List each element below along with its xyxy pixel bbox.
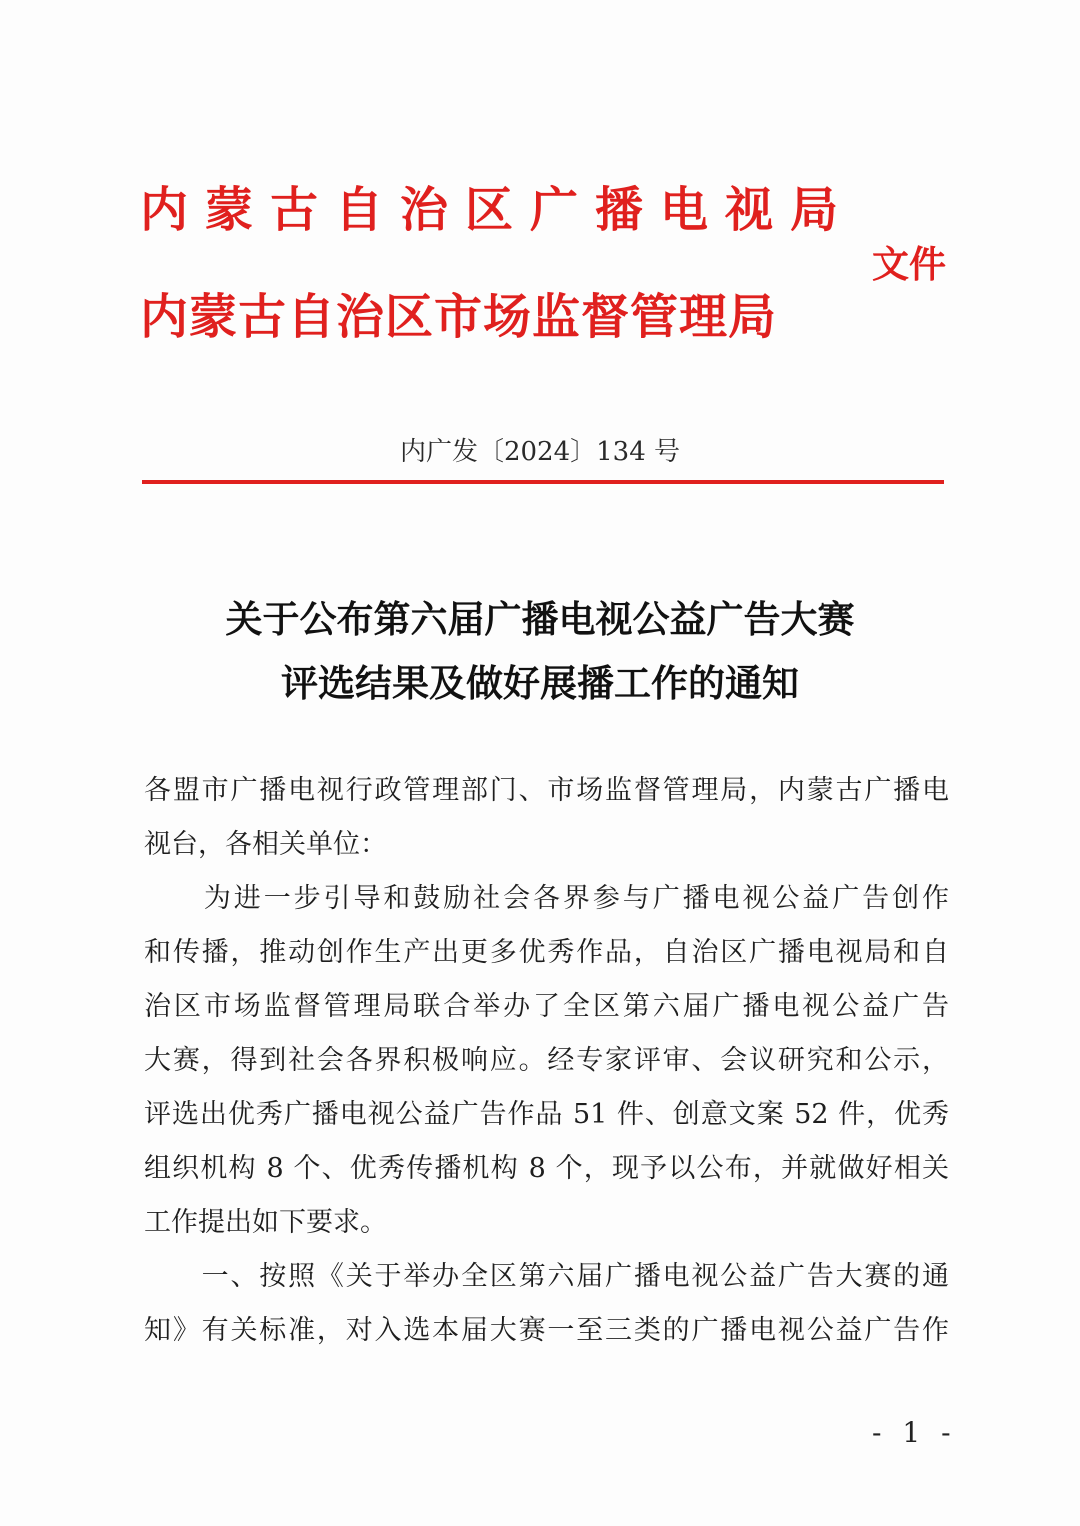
body-line: 工作提出如下要求。 bbox=[144, 1207, 387, 1238]
document-number: 内广发〔2024〕134 号 bbox=[399, 437, 681, 467]
body-line: 视台，各相关单位： bbox=[144, 829, 387, 860]
notice-title-line-1: 关于公布第六届广播电视公益广告大赛 bbox=[225, 597, 855, 641]
notice-title-line-2: 评选结果及做好展播工作的通知 bbox=[281, 661, 799, 705]
issuer-market-regulation-bureau: 内蒙古自治区市场监督管理局 bbox=[140, 289, 778, 345]
issuer-broadcasting-bureau: 内蒙古自治区广播电视局 bbox=[140, 182, 856, 238]
body-line: 知》有关标准，对入选本届大赛一至三类的广播电视公益广告作 bbox=[144, 1315, 949, 1346]
body-line: 组织机构 8 个、优秀传播机构 8 个，现予以公布，并就做好相关 bbox=[144, 1153, 949, 1184]
body-line: 大赛，得到社会各界积极响应。经专家评审、会议研究和公示， bbox=[144, 1045, 949, 1076]
body-line: 评选出优秀广播电视公益广告作品 51 件、创意文案 52 件，优秀 bbox=[144, 1099, 949, 1130]
body-line: 一、按照《关于举办全区第六届广播电视公益广告大赛的通 bbox=[144, 1261, 949, 1292]
body-line: 各盟市广播电视行政管理部门、市场监督管理局，内蒙古广播电 bbox=[144, 775, 949, 806]
notice-body bbox=[144, 764, 949, 1358]
body-line: 和传播，推动创作生产出更多优秀作品，自治区广播电视局和自 bbox=[144, 937, 949, 968]
body-line: 为进一步引导和鼓励社会各界参与广播电视公益广告创作 bbox=[144, 883, 949, 914]
body-line: 治区市场监督管理局联合举办了全区第六届广播电视公益广告 bbox=[144, 991, 949, 1022]
document-type-label: 文件 bbox=[872, 242, 946, 286]
page-number: - 1 - bbox=[872, 1416, 957, 1449]
red-divider-line bbox=[142, 480, 944, 484]
